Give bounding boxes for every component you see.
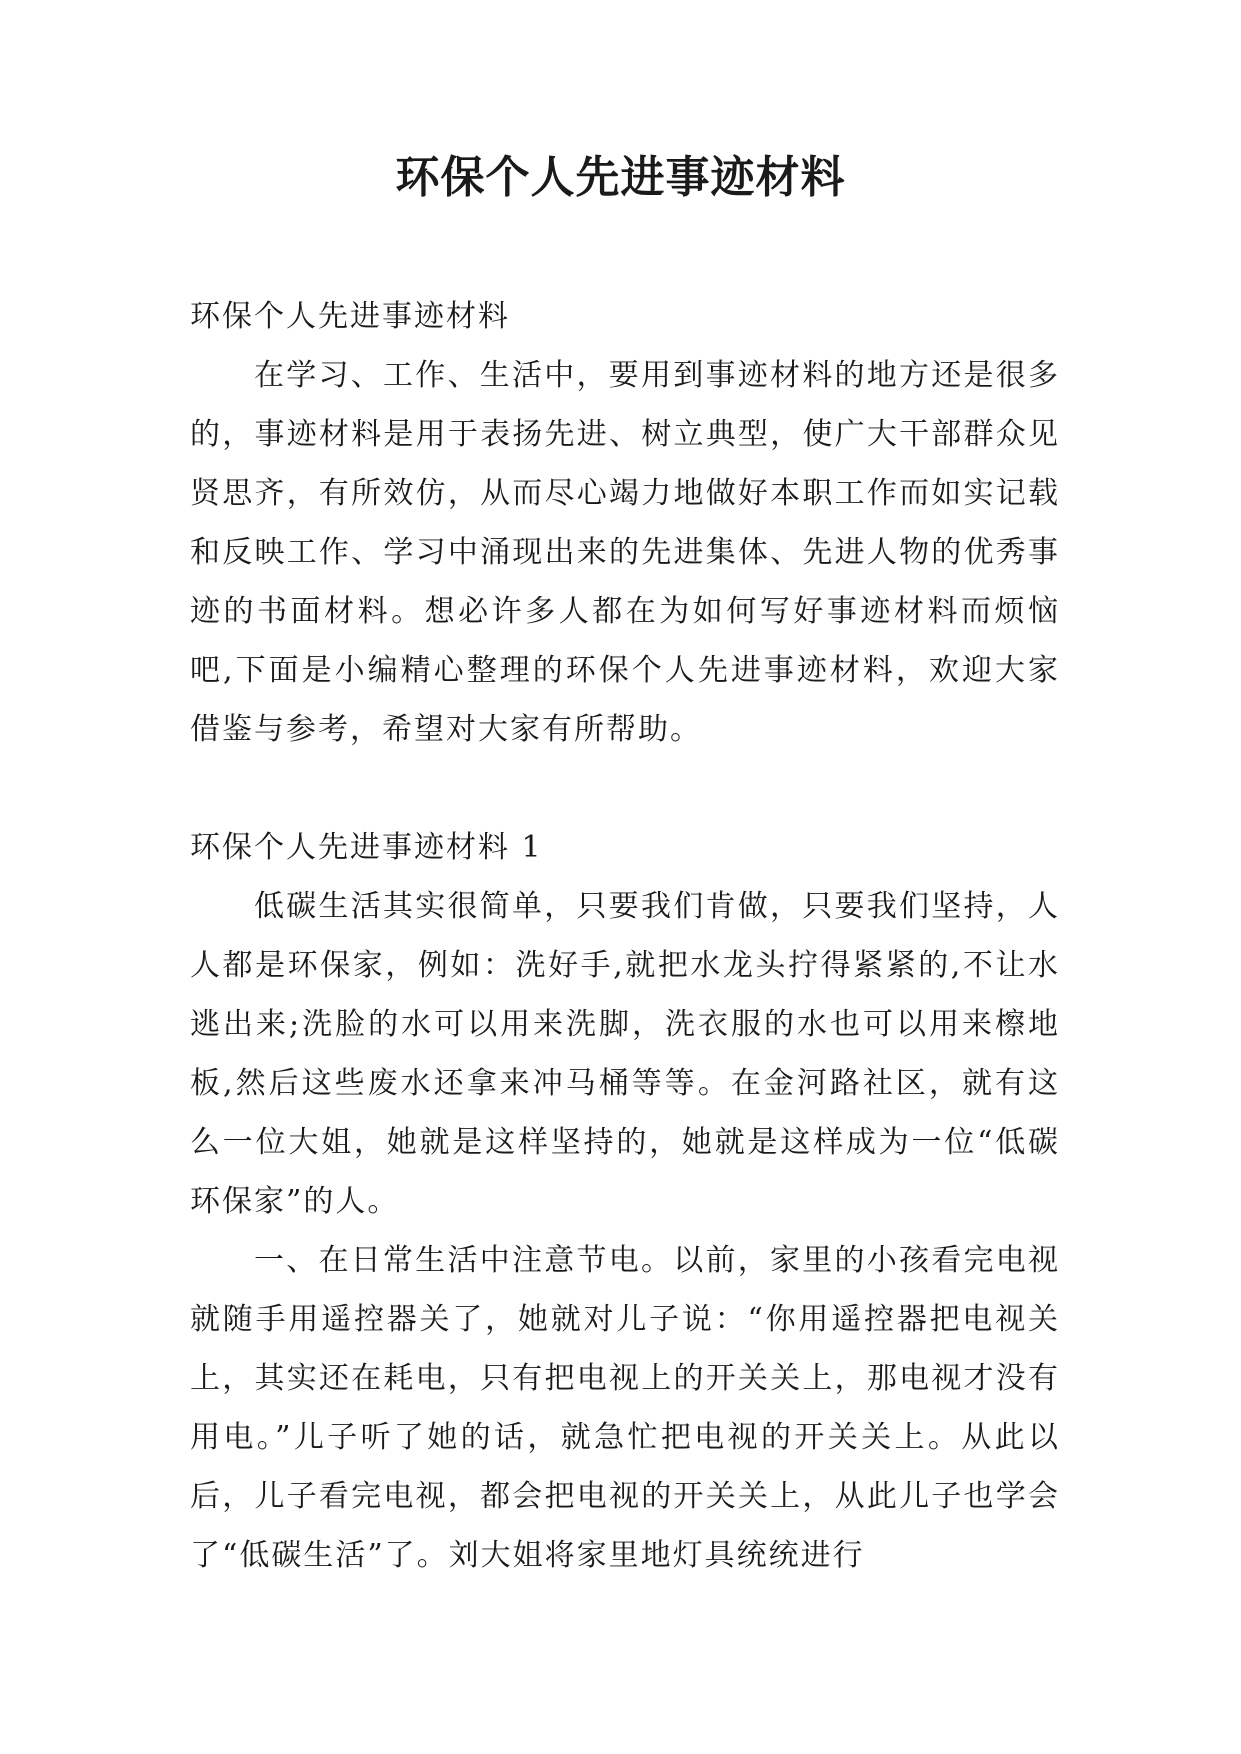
- document-body: [190, 287, 1060, 1585]
- section-heading-1: 环保个人先进事迹材料 1: [190, 830, 543, 865]
- section-1-paragraph-1: 低碳生活其实很简单，只要我们肯做，只要我们坚持，人人都是环保家，例如：洗好手,就把水龙头拧得紧紧的,不让水逃出来;洗脸的水可以用来洗脚，洗衣服的水也可以用来檫地板,然后这些废水还拿来冲马桶等等。在金河路社区，就有这么一位大姐，她就是这样坚持的，她就是这样成为一位“低碳环保家”的人。: [190, 889, 1060, 1219]
- section-1-paragraph-2: 一、在日常生活中注意节电。以前，家里的小孩看完电视就随手用遥控器关了，她就对儿子说：“你用遥控器把电视关上，其实还在耗电，只有把电视上的开关关上，那电视才没有用电。”儿子听了她的话，就急忙把电视的开关关上。从此以后，儿子看完电视，都会把电视的开关关上，从此儿子也学会了“低碳生活”了。刘大姐将家里地灯具统统进行: [190, 1243, 1060, 1573]
- document-subtitle: 环保个人先进事迹材料: [190, 299, 510, 334]
- paragraph-spacer: [190, 759, 1060, 818]
- document-title: 环保个人先进事迹材料: [395, 152, 846, 203]
- intro-paragraph: 在学习、工作、生活中，要用到事迹材料的地方还是很多的，事迹材料是用于表扬先进、树立典型，使广大干部群众见贤思齐，有所效仿，从而尽心竭力地做好本职工作而如实记载和反映工作、学习中涌现出来的先进集体、先进人物的优秀事迹的书面材料。想必许多人都在为如何写好事迹材料而烦恼吧,下面是小编精心整理的环保个人先进事迹材料，欢迎大家借鉴与参考，希望对大家有所帮助。: [190, 358, 1060, 747]
